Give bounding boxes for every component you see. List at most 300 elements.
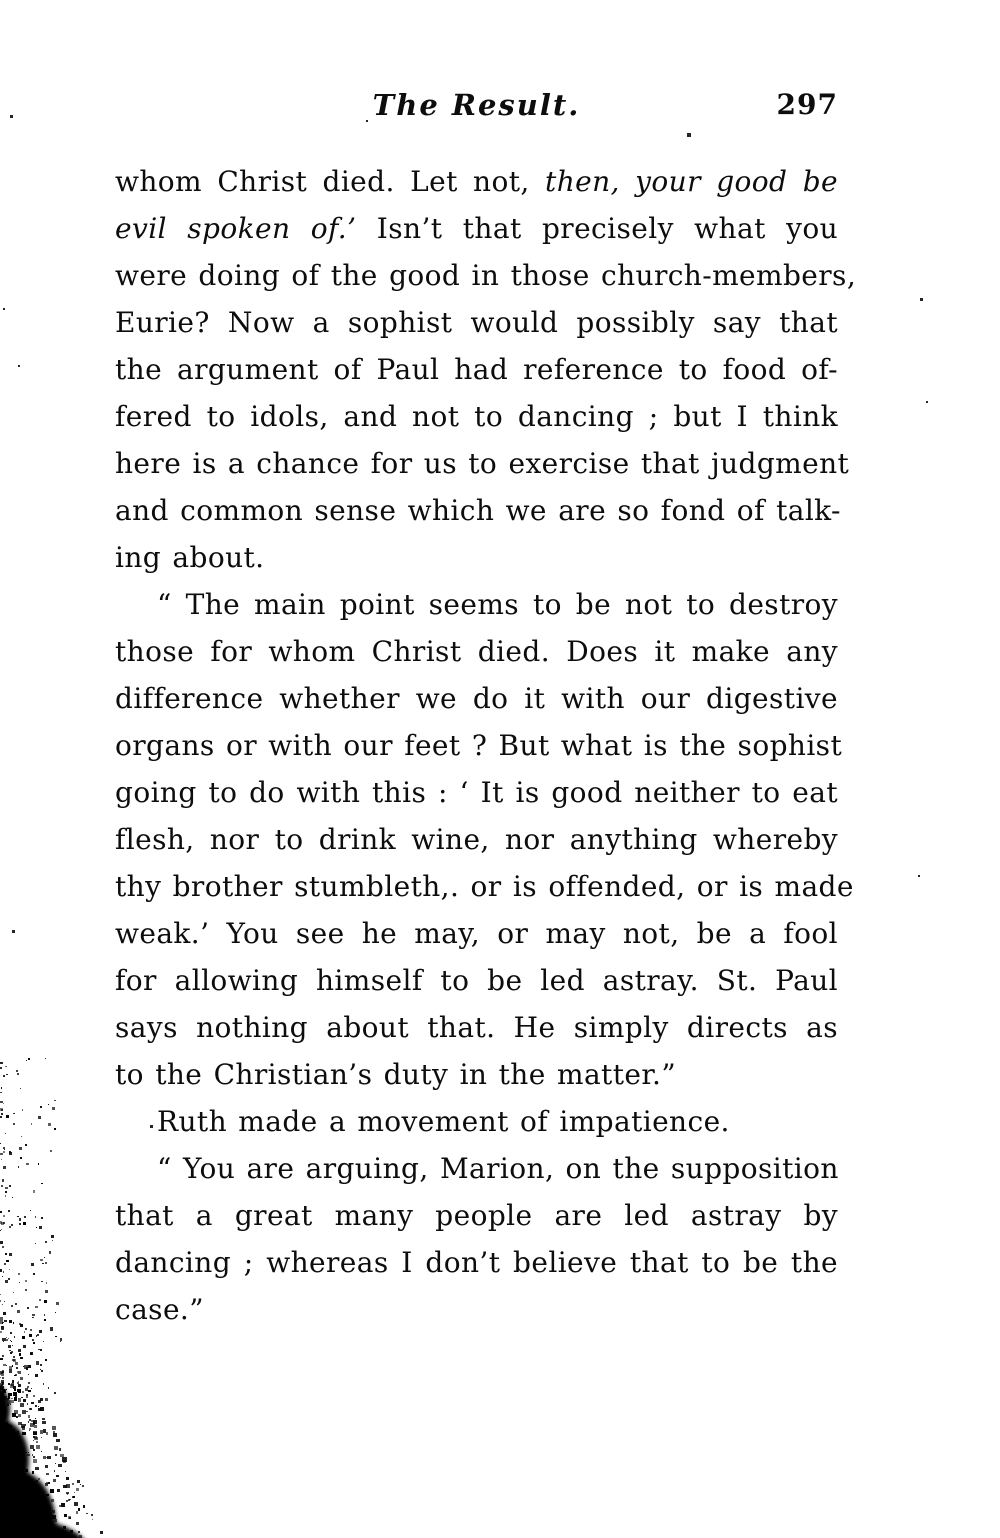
scan-speck xyxy=(1,1470,2,1471)
scan-speck xyxy=(19,1223,21,1225)
scan-speck xyxy=(25,1388,28,1391)
scan-speck xyxy=(19,1523,23,1527)
scan-speck xyxy=(0,1400,4,1404)
scan-speck xyxy=(4,1396,7,1399)
scan-speck xyxy=(3,1434,5,1436)
scan-speck xyxy=(30,1479,32,1481)
scan-speck xyxy=(25,1513,29,1517)
scan-speck xyxy=(0,1386,3,1389)
scan-speck xyxy=(33,1432,36,1435)
scan-speck xyxy=(35,1306,38,1309)
scan-speck xyxy=(1,1507,4,1510)
scan-speck xyxy=(0,1526,2,1528)
scan-speck xyxy=(23,1222,26,1225)
scan-speck xyxy=(28,1481,30,1483)
scan-speck xyxy=(0,1504,3,1507)
scan-speck xyxy=(1,1447,5,1451)
scan-speck xyxy=(4,1461,6,1463)
scan-speck xyxy=(6,1389,7,1390)
text-segment: “ The main point seems to be not to destroy xyxy=(157,588,838,621)
scan-speck xyxy=(14,1395,16,1397)
scan-speck xyxy=(45,1398,48,1401)
text-block xyxy=(115,158,857,1333)
text-line xyxy=(115,863,854,910)
scan-speck xyxy=(0,1415,3,1418)
scan-speck xyxy=(25,1469,28,1472)
scan-speck xyxy=(32,1489,36,1493)
scan-speck xyxy=(13,1113,15,1115)
scan-speck xyxy=(26,1394,28,1396)
scan-speck xyxy=(1,1439,2,1440)
scan-speck xyxy=(0,1515,3,1518)
scan-speck xyxy=(920,298,923,301)
scan-speck xyxy=(0,1519,2,1521)
scan-speck xyxy=(6,1460,9,1463)
scan-speck xyxy=(48,1482,50,1484)
scan-speck xyxy=(1,1497,5,1501)
text-line xyxy=(115,628,838,675)
scan-speck xyxy=(11,1224,13,1226)
scan-speck xyxy=(2,1355,4,1357)
scan-speck xyxy=(11,1468,15,1472)
text-line xyxy=(115,1192,838,1239)
text-segment: here is a chance for us to exercise that judgment xyxy=(115,447,850,480)
scan-speck xyxy=(0,1477,2,1479)
scan-speck xyxy=(9,1456,10,1457)
scan-speck xyxy=(0,1462,2,1464)
scan-speck xyxy=(65,1515,66,1516)
scan-speck xyxy=(12,1470,15,1473)
scan-speck xyxy=(38,1406,39,1407)
scan-speck xyxy=(33,1395,35,1397)
scan-speck xyxy=(0,1317,3,1320)
scan-speck xyxy=(1,1448,4,1451)
scan-speck xyxy=(83,1505,85,1507)
scan-speck xyxy=(1,1109,3,1111)
scan-speck xyxy=(0,1427,1,1428)
text-segment: for allowing himself to be led astray. St. Paul xyxy=(115,964,838,997)
scan-speck xyxy=(25,1144,27,1146)
scan-speck xyxy=(0,1412,2,1414)
scan-ink-blob xyxy=(0,1470,56,1538)
scan-speck xyxy=(11,1398,12,1399)
scan-speck xyxy=(1,1424,2,1425)
scan-speck xyxy=(1,1326,4,1329)
scan-speck xyxy=(24,1459,25,1460)
scan-speck xyxy=(10,1529,12,1531)
text-segment: “ You are arguing, Marion, on the supposition xyxy=(157,1152,839,1185)
scan-speck xyxy=(55,1312,56,1313)
text-line xyxy=(115,440,850,487)
scan-speck xyxy=(0,1294,1,1295)
scan-speck xyxy=(4,1522,6,1524)
scan-speck xyxy=(2,1434,4,1436)
scan-speck xyxy=(30,1352,32,1354)
scan-speck xyxy=(918,875,920,877)
scan-speck xyxy=(86,1513,87,1514)
scan-speck xyxy=(3,1492,7,1496)
scan-speck xyxy=(2,1525,4,1527)
text-segment: those for whom Christ died. Does it make any xyxy=(115,635,838,668)
scan-speck xyxy=(21,1424,24,1427)
scan-speck xyxy=(42,1523,46,1527)
text-segment: and common sense which we are so fond of talk- xyxy=(115,494,841,527)
scan-speck xyxy=(12,1500,16,1504)
scan-speck xyxy=(47,1516,49,1518)
scan-speck xyxy=(0,1398,2,1400)
text-segment: were doing of the good in those church-members, xyxy=(115,259,857,292)
scan-speck xyxy=(6,1400,7,1401)
scan-speck xyxy=(66,1484,70,1488)
scan-speck xyxy=(62,1530,64,1532)
scan-speck xyxy=(7,1434,10,1437)
scan-speck xyxy=(1,1488,5,1492)
scan-speck xyxy=(2,1515,5,1518)
scan-speck xyxy=(33,1456,35,1458)
scan-speck xyxy=(1,1380,4,1383)
scan-speck xyxy=(2,1371,4,1373)
scan-speck xyxy=(65,1471,66,1472)
scan-speck xyxy=(24,1365,27,1368)
scan-speck xyxy=(0,1497,3,1500)
scan-speck xyxy=(1,1460,5,1464)
scan-speck xyxy=(15,1395,16,1396)
scan-speck xyxy=(24,1331,25,1332)
scan-speck xyxy=(0,1494,4,1498)
text-line xyxy=(115,769,838,816)
scan-speck xyxy=(28,1058,30,1060)
scan-speck xyxy=(0,1457,3,1460)
scan-speck xyxy=(1,1466,5,1470)
scan-speck xyxy=(14,1375,15,1376)
scan-speck xyxy=(8,1396,11,1399)
text-segment: ing about. xyxy=(115,541,265,574)
scan-speck xyxy=(7,1471,10,1474)
scan-speck xyxy=(26,1396,28,1398)
scan-speck xyxy=(79,1535,82,1538)
scan-speck xyxy=(8,1482,11,1485)
scan-speck xyxy=(38,1164,39,1165)
text-line xyxy=(115,205,838,252)
scan-speck xyxy=(4,1480,6,1482)
scan-speck xyxy=(12,930,15,933)
scan-speck xyxy=(16,1416,18,1418)
scan-speck xyxy=(41,1437,42,1438)
scan-speck xyxy=(5,1422,8,1425)
scan-speck xyxy=(6,1469,7,1470)
scan-speck xyxy=(34,1343,35,1344)
text-line xyxy=(115,158,838,205)
scan-speck xyxy=(33,1420,37,1424)
scan-speck xyxy=(687,133,691,137)
scan-speck xyxy=(3,1428,6,1431)
scan-speck xyxy=(52,1240,53,1241)
scan-speck xyxy=(4,1432,6,1434)
scan-speck xyxy=(3,1312,6,1315)
scan-speck xyxy=(37,1334,39,1336)
scan-speck xyxy=(1,1087,3,1089)
scan-speck xyxy=(4,1500,8,1504)
scan-speck xyxy=(2,1426,6,1430)
scan-speck xyxy=(11,1496,12,1497)
scan-speck xyxy=(38,1116,41,1119)
scan-speck xyxy=(28,1476,29,1477)
scan-speck xyxy=(26,1516,30,1520)
scan-speck xyxy=(2,1179,5,1182)
scan-speck xyxy=(6,1534,10,1538)
scan-speck xyxy=(0,1466,2,1468)
scan-speck xyxy=(76,1511,79,1514)
scan-speck xyxy=(17,1481,18,1482)
scan-speck xyxy=(52,1107,55,1110)
scan-speck xyxy=(3,1481,4,1482)
scan-speck xyxy=(0,1457,3,1460)
scan-speck xyxy=(926,401,928,403)
scan-speck xyxy=(45,1262,48,1265)
scan-speck xyxy=(38,1163,40,1165)
scan-speck xyxy=(1,1414,5,1418)
scan-speck xyxy=(15,1464,17,1466)
scan-speck xyxy=(46,1473,49,1476)
scan-speck xyxy=(46,1432,49,1435)
scan-speck xyxy=(18,1166,20,1168)
scan-speck xyxy=(0,1143,1,1144)
scan-speck xyxy=(23,1366,24,1367)
scan-speck xyxy=(46,1457,48,1459)
scan-speck xyxy=(33,1495,35,1497)
scan-speck xyxy=(1,1496,5,1500)
scan-speck xyxy=(69,1517,71,1519)
scan-speck xyxy=(40,1407,44,1411)
scan-speck xyxy=(34,1437,38,1441)
scan-speck xyxy=(0,1153,2,1155)
scan-speck xyxy=(41,1370,43,1372)
scan-speck xyxy=(25,1280,28,1283)
scan-speck xyxy=(2,1322,4,1324)
scan-speck xyxy=(3,1429,5,1431)
text-segment: that a great many people are led astray by xyxy=(115,1199,838,1232)
scan-speck xyxy=(16,1471,18,1473)
scan-speck xyxy=(0,1404,3,1407)
scan-speck xyxy=(33,1440,34,1441)
scan-speck xyxy=(17,1216,18,1217)
scan-speck xyxy=(0,1377,1,1378)
scan-speck xyxy=(25,1424,27,1426)
scan-speck xyxy=(27,1515,29,1517)
scan-speck xyxy=(91,1514,93,1516)
scan-speck xyxy=(0,1394,3,1397)
scan-speck xyxy=(54,1446,58,1450)
scan-speck xyxy=(63,1485,67,1489)
scan-speck xyxy=(3,1462,7,1466)
scan-speck xyxy=(14,1467,17,1470)
scan-speck xyxy=(4,1320,7,1323)
scan-speck xyxy=(7,1471,9,1473)
scan-speck xyxy=(0,1393,2,1395)
scan-speck xyxy=(23,1345,26,1348)
scan-speck xyxy=(82,1485,84,1487)
scan-speck xyxy=(41,1451,42,1452)
scan-speck xyxy=(55,1336,56,1337)
scan-speck xyxy=(7,1400,11,1404)
text-line xyxy=(115,816,838,863)
scan-speck xyxy=(10,1340,11,1341)
scan-speck xyxy=(35,1467,39,1471)
scan-speck xyxy=(40,1430,44,1434)
scan-speck xyxy=(0,1515,3,1518)
scan-speck xyxy=(35,1374,38,1377)
scan-speck xyxy=(44,1523,45,1524)
scan-speck xyxy=(20,1519,24,1523)
text-segment: fered to idols, and not to dancing ; but I think xyxy=(115,400,838,433)
scan-speck xyxy=(26,1367,27,1368)
scan-speck xyxy=(9,1454,12,1457)
scan-speck xyxy=(3,1462,6,1465)
scan-speck xyxy=(0,1462,1,1463)
scan-speck xyxy=(0,1430,3,1433)
scan-speck xyxy=(27,1307,29,1309)
scan-speck xyxy=(6,1535,8,1537)
scan-speck xyxy=(10,1404,11,1405)
scan-speck xyxy=(36,1480,38,1482)
scan-speck xyxy=(24,1507,26,1509)
scan-speck xyxy=(16,1503,19,1506)
scan-speck xyxy=(50,1489,54,1493)
scan-ink-blob xyxy=(0,1420,29,1500)
text-segment: flesh, nor to drink wine, nor anything whereby xyxy=(115,823,838,856)
scan-speck xyxy=(0,1400,2,1402)
scan-speck xyxy=(1,1385,2,1386)
scan-speck xyxy=(0,1500,4,1504)
scan-speck xyxy=(1,1388,3,1390)
scan-speck xyxy=(4,1478,6,1480)
scan-speck xyxy=(15,1374,17,1376)
scan-speck xyxy=(8,1338,9,1339)
scan-speck xyxy=(12,1492,14,1494)
scan-speck xyxy=(3,1520,4,1521)
scan-speck xyxy=(43,1429,47,1433)
scan-speck xyxy=(8,1521,12,1525)
scan-speck xyxy=(23,1467,25,1469)
scan-speck xyxy=(38,1533,40,1535)
scan-speck xyxy=(30,1329,32,1331)
scan-speck xyxy=(1,1418,3,1420)
scan-speck xyxy=(60,1454,64,1458)
scan-speck xyxy=(57,1489,60,1492)
scan-speck xyxy=(1,1464,2,1465)
scan-speck xyxy=(61,1503,65,1507)
scan-speck xyxy=(20,1509,22,1511)
text-line xyxy=(115,1239,838,1286)
scan-speck xyxy=(18,1349,21,1352)
scan-speck xyxy=(43,1456,46,1459)
scan-speck xyxy=(0,1391,1,1392)
scan-speck xyxy=(5,1133,7,1135)
scan-speck xyxy=(7,1468,9,1470)
scan-speck xyxy=(1,1433,5,1437)
scan-speck xyxy=(66,1492,68,1494)
scan-speck xyxy=(45,1359,47,1361)
scan-speck xyxy=(4,1481,7,1484)
scan-speck xyxy=(5,1280,8,1283)
scan-speck xyxy=(7,1487,8,1488)
scan-speck xyxy=(26,1530,29,1533)
scan-speck xyxy=(62,1457,67,1462)
scan-speck xyxy=(4,1263,6,1265)
text-line xyxy=(115,722,843,769)
scan-speck xyxy=(7,1398,9,1400)
scan-speck xyxy=(3,1151,5,1153)
scan-speck xyxy=(33,1449,35,1451)
scan-speck xyxy=(38,1400,42,1404)
scan-speck xyxy=(54,1519,57,1522)
scan-speck xyxy=(54,1470,56,1472)
scan-speck xyxy=(32,1317,33,1318)
scan-speck xyxy=(1,1479,5,1483)
scan-speck xyxy=(1,1185,4,1188)
scan-speck xyxy=(10,1480,11,1481)
scan-speck xyxy=(1,1438,4,1441)
scan-speck xyxy=(3,1271,4,1272)
scan-speck xyxy=(4,1506,5,1507)
scan-speck xyxy=(21,1481,25,1485)
scan-speck xyxy=(59,1448,62,1451)
scan-speck xyxy=(26,1163,29,1166)
scan-speck xyxy=(0,1516,4,1520)
scan-speck xyxy=(30,1529,31,1530)
scan-speck xyxy=(23,1492,25,1494)
scan-speck xyxy=(20,1357,23,1360)
scan-speck xyxy=(100,1531,103,1534)
text-line xyxy=(115,1098,838,1145)
scan-speck xyxy=(9,1514,12,1517)
scan-speck xyxy=(20,1508,22,1510)
scan-speck xyxy=(53,1479,56,1482)
scan-speck xyxy=(0,1300,1,1301)
scan-speck xyxy=(17,1487,21,1491)
scan-speck xyxy=(1,1384,3,1386)
scan-speck xyxy=(2,1276,3,1277)
scan-speck xyxy=(26,1368,28,1370)
text-line xyxy=(115,534,838,581)
scan-speck xyxy=(16,1483,18,1485)
scan-speck xyxy=(0,1511,2,1513)
scan-speck xyxy=(1,1459,3,1461)
scan-speck xyxy=(33,1431,37,1435)
text-line xyxy=(115,252,857,299)
scan-speck xyxy=(40,1364,42,1366)
scan-speck xyxy=(9,1492,10,1493)
scan-speck xyxy=(27,1454,30,1457)
scan-speck xyxy=(5,1475,9,1479)
scan-speck xyxy=(54,1100,55,1101)
scan-speck xyxy=(0,1453,2,1455)
scan-speck xyxy=(1,1488,3,1490)
scan-speck xyxy=(46,1482,48,1484)
scan-speck xyxy=(3,308,5,310)
scan-speck xyxy=(28,1415,31,1418)
scan-speck xyxy=(2,1434,5,1437)
scan-speck xyxy=(2,1496,4,1498)
scan-speck xyxy=(40,1526,43,1529)
scan-speck xyxy=(16,1494,20,1498)
scan-speck xyxy=(52,1426,56,1430)
scan-speck xyxy=(9,1226,11,1228)
scan-speck xyxy=(50,1150,52,1152)
scan-speck xyxy=(22,1524,25,1527)
scan-speck xyxy=(0,1374,1,1375)
scan-speck xyxy=(33,1273,35,1275)
